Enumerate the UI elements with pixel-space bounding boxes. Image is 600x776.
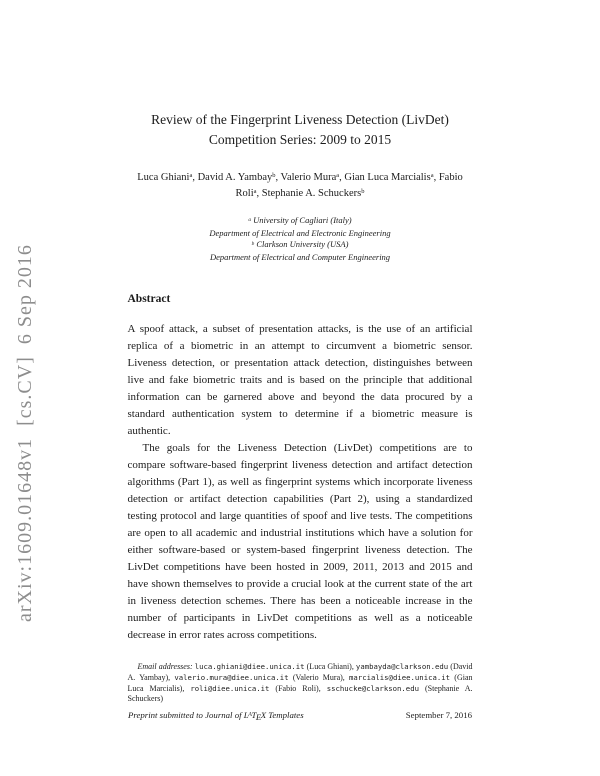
- footnote-text: (Fabio Roli),: [269, 683, 327, 693]
- author-line: Roli$^a$, Stephanie A. Schuckers$^b$: [235, 188, 365, 199]
- abstract-body: [128, 321, 473, 644]
- affiliation-line: Department of Electrical and Computer Engineering: [209, 252, 391, 262]
- author-line: Luca Ghiani$^a$, David A. Yambay$^b$, Valerio Mura$^a$, Gian Luca Marcialis$^a$, Fabio: [137, 172, 463, 183]
- author-block: [0, 170, 600, 202]
- email-address: marcialis@diee.unica.it: [349, 672, 451, 682]
- content-column: [128, 293, 473, 705]
- paper-title: [50, 110, 550, 150]
- footnote: [128, 662, 473, 705]
- footnote-text: (Stephanie A. Schuckers): [127, 683, 473, 704]
- affiliation-line: $^a$ University of Cagliari (Italy): [248, 215, 352, 225]
- email-address: yambayda@clarkson.edu: [355, 662, 449, 671]
- paper-title-line-2: Competition Series: 2009 to 2015: [208, 132, 392, 147]
- email-address: sschucke@clarkson.edu: [326, 683, 419, 693]
- affiliation-block: [0, 215, 600, 263]
- paper-title-line-1: Review of the Fingerprint Liveness Detection (LivDet): [151, 112, 449, 127]
- footnote-text: Email addresses:: [137, 662, 195, 671]
- affiliation-line: $^b$ Clarkson University (USA): [251, 239, 349, 249]
- page-footer: [128, 710, 472, 720]
- email-address: roli@diee.unica.it: [190, 683, 270, 693]
- arxiv-watermark: arXiv:1609.01648v1 [cs.CV] 6 Sep 2016: [14, 244, 36, 622]
- footnote-text: (David A. Yambay),: [127, 662, 473, 682]
- footnote-text: (Valerio Mura),: [288, 672, 350, 682]
- footnote-text: (Luca Ghiani),: [304, 662, 356, 671]
- footer-date: September 7, 2016: [405, 710, 472, 720]
- email-address: luca.ghiani@diee.unica.it: [194, 662, 305, 671]
- abstract-paragraph: The goals for the Liveness Detection (LivDet) competitions are to compare software-based fingerprint liveness detection and artifact detection algorithms (Part 1), as well as fingerprint systems which incorporate liveness detection or artifact detection capabilities (Part 2), using a standardized testing protocol and large quantities of spoof and live tests. The competitions are open to all academic and industrial institutions which have a solution for either software-based or system-based fingerprint liveness detection. The LivDet competitions have been hosted in 2009, 2011, 2013 and 2015 and have shown themselves to provide a crucial look at the current state of the art in liveness detection schemes. There has been a noticeable increase in the number of participants in LivDet competitions as well as a noticeable decrease in error rates across competitions.: [127, 442, 473, 641]
- abstract-paragraph: A spoof attack, a subset of presentation attacks, is the use of an artificial replica of a biometric in an attempt to circumvent a biometric sensor. Liveness detection, or presentation attack detection, distinguishes between live and fake biometric traits and is based on the principle that additional information can be garnered above and beyond the data procured by a standard authentication system to determine if a biometric measure is authentic.: [127, 323, 473, 437]
- email-address: valerio.mura@diee.unica.it: [174, 672, 289, 682]
- affiliation-line: Department of Electrical and Electronic Engineering: [209, 228, 391, 238]
- abstract-heading: Abstract: [127, 293, 171, 305]
- footer-left: Preprint submitted to Journal of $L^ATEX$ Templates: [128, 710, 304, 722]
- footnote-text: (Gian Luca Marcialis),: [127, 672, 473, 693]
